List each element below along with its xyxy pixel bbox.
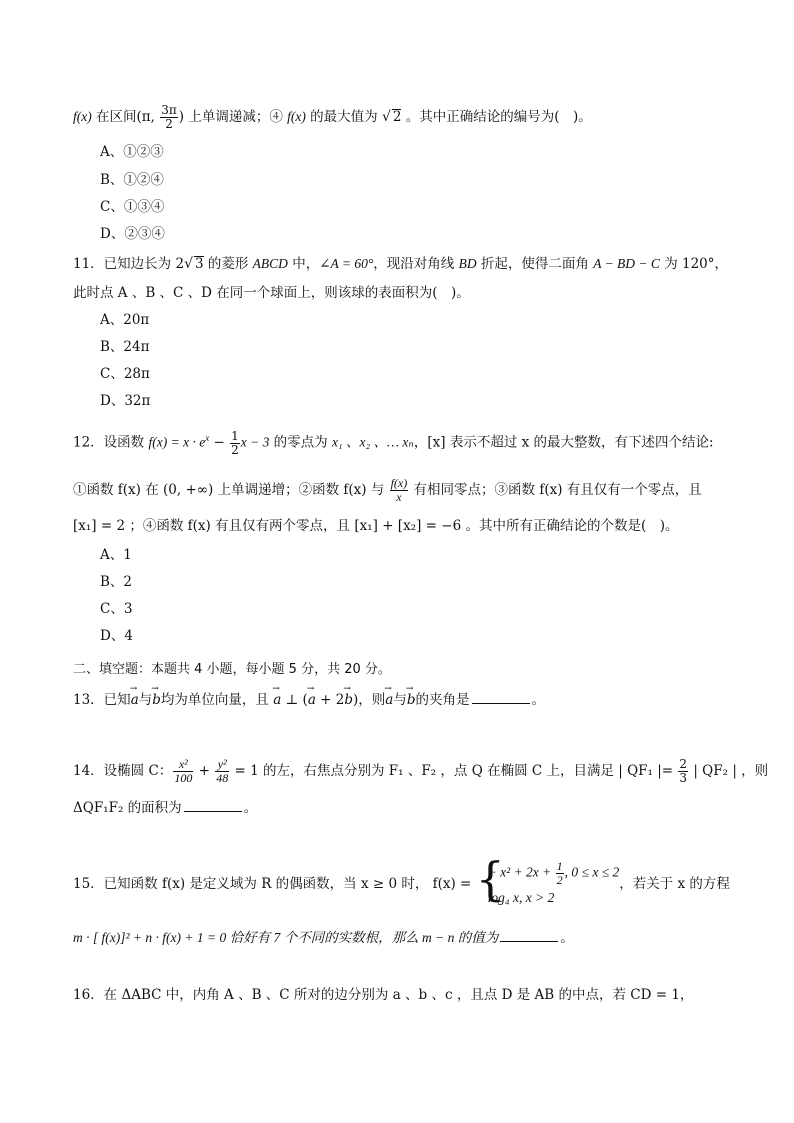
- q10-continuation: [73, 104, 744, 131]
- vector-b: → b: [407, 690, 416, 710]
- q15-line2: [73, 928, 744, 948]
- q13-text: )，则: [353, 692, 386, 708]
- q11-text: 中，: [287, 256, 320, 272]
- q11-text: 11．已知边长为 2: [73, 256, 185, 272]
- q10-fx: f(x): [73, 109, 92, 124]
- q15-case-text: , 0 ≤ x ≤ 2: [564, 864, 620, 880]
- answer-blank[interactable]: [500, 928, 558, 942]
- answer-blank[interactable]: [472, 690, 530, 704]
- q11-angle: ∠A = 60°: [319, 256, 374, 271]
- q13-stem: [73, 690, 744, 710]
- q12-exponent: x: [205, 433, 210, 443]
- q15-piecewise: [475, 852, 620, 909]
- q14-frac-num: x²: [173, 758, 193, 772]
- q12-line2-fraction: [390, 477, 409, 504]
- q15-case-text: − x² + 2x +: [487, 864, 555, 880]
- q15-fraction: [556, 860, 564, 887]
- q14-line2: [73, 798, 744, 818]
- q14-stem: [73, 757, 769, 785]
- vector-a: → a: [385, 690, 393, 710]
- q12-line2-frac-num: f(x): [390, 476, 408, 490]
- q15-text: 15．已知函数 f(x) 是定义域为 R 的偶函数，当 x ≥ 0 时， f(x) =: [73, 876, 476, 892]
- q15-text: m · [ f(x)]² + n · f(x) + 1 = 0 恰好有 7 个不同的实数根，那么 m − n 的值为: [73, 930, 499, 945]
- q11-option-d: D、32π: [100, 393, 151, 409]
- q10-option-a: A、①②③: [100, 144, 164, 160]
- q11-text: 折起，使得二面角: [476, 256, 594, 272]
- q10-frac-num: 3π: [161, 103, 177, 117]
- q12-function-rest: x − 3: [240, 434, 270, 450]
- q11-text: ，现沿对角线: [373, 256, 459, 272]
- q13-text: 13．已知: [73, 692, 131, 708]
- q12-option-c: C、3: [100, 601, 133, 617]
- q11-dihedral: A − BD − C: [593, 256, 660, 271]
- q10-text: ) 上单调递减；④: [178, 109, 288, 125]
- q10-fraction: [160, 104, 178, 131]
- q12-text: 的零点为: [269, 434, 332, 451]
- vector-b: → b: [344, 690, 353, 710]
- q14-frac-den: 48: [216, 771, 229, 785]
- q15-frac-den: 2: [556, 873, 563, 887]
- q14-plus: +: [194, 763, 215, 779]
- q10-text: 。其中正确结论的编号为( )。: [401, 109, 592, 125]
- q10-frac-den: 2: [165, 117, 173, 131]
- q14-frac-den: 100: [174, 771, 193, 785]
- q13-text: 的夹角是: [415, 692, 470, 708]
- q14-text: = 1 的左，右焦点分别为 F₁ 、F₂ ，点 Q 在椭圆 C 上，目满足 | QF₁ |=: [230, 763, 678, 779]
- q13-text: ⊥ (: [281, 692, 308, 708]
- q12-text: 有相同零点；③函数 f(x) 有且仅有一个零点，且: [409, 482, 702, 498]
- q13-text: 。: [531, 692, 546, 708]
- q12-minus: −: [209, 434, 230, 451]
- q10-sqrt-value: 2: [392, 109, 402, 125]
- q12-option-b: B、2: [100, 574, 133, 590]
- vector-b: → b: [152, 690, 161, 710]
- q14-frac-den: 3: [679, 771, 688, 785]
- q11-option-b: B、24π: [100, 339, 150, 355]
- vector-a: → a: [273, 690, 281, 710]
- q11-rhombus: ABCD: [252, 256, 288, 271]
- vector-a: → a: [308, 690, 316, 710]
- q12-zeros: x₁ 、x₂ 、… xₙ: [331, 434, 414, 450]
- q12-stem: [73, 428, 744, 457]
- q12-line2: [73, 477, 744, 504]
- left-brace: {: [475, 852, 505, 906]
- q14-frac-num: 2: [679, 757, 688, 771]
- q10-option-b: B、①②④: [100, 172, 164, 188]
- q15-text: 。: [560, 930, 574, 946]
- q14-fraction-y: [215, 758, 229, 785]
- sqrt-symbol: √: [381, 109, 391, 125]
- q11-option-a: A、20π: [100, 312, 150, 328]
- q12-frac-den: 2: [231, 442, 239, 457]
- q12-option-d: D、4: [100, 628, 133, 644]
- q10-option-d: D、②③④: [100, 226, 165, 242]
- q10-fx: f(x): [287, 109, 306, 124]
- q14-text: ΔQF₁F₂ 的面积为: [73, 800, 182, 816]
- q14-fraction-ratio: [678, 758, 688, 785]
- q12-frac-num: 1: [231, 428, 239, 443]
- q12-text: ①函数 f(x) 在 (0, +∞) 上单调递增；②函数 f(x) 与: [73, 482, 389, 498]
- q11-line2: 此时点 A 、B 、C 、D 在同一个球面上，则该球的表面积为( )。: [73, 285, 470, 301]
- q10-text: 的最大值为: [305, 109, 382, 125]
- q11-diagonal: BD: [458, 256, 477, 271]
- vector-a: → a: [131, 690, 139, 710]
- q13-text: 均为单位向量，且: [160, 692, 274, 708]
- q16-stem: 16．在 ΔABC 中，内角 A 、B 、C 所对的边分别为 a 、b 、c ，且点 D 是 AB 的中点，若 CD = 1，: [73, 987, 694, 1003]
- q15-case-1: [488, 860, 620, 887]
- answer-blank[interactable]: [184, 798, 242, 812]
- q11-text: 的菱形: [203, 256, 253, 272]
- section-heading: 二、填空题：本题共 4 小题，每小题 5 分，共 20 分。: [73, 662, 391, 677]
- q11-option-c: C、28π: [100, 366, 150, 382]
- q14-frac-num: y²: [215, 758, 229, 772]
- q14-text: | QF₂ | ，则: [689, 763, 769, 779]
- q15-frac-num: 1: [556, 859, 563, 873]
- q13-text: 与: [393, 692, 407, 708]
- q12-option-a: A、1: [100, 547, 132, 563]
- q12-line3: [x₁] = 2 ；④函数 f(x) 有且仅有两个零点，且 [x₁] + [x₂] = −6 。其中所有正确结论的个数是( )。: [73, 518, 679, 534]
- q15-case-2: log₄ x, x > 2: [487, 890, 555, 905]
- q11-sqrt-value: 3: [194, 256, 204, 272]
- q15-stem: [73, 852, 744, 909]
- q14-text: 。: [243, 800, 258, 816]
- q10-text: 在区间(π,: [91, 109, 160, 125]
- q12-function: f(x) = x · e: [148, 434, 206, 450]
- q12-line2-frac-den: x: [396, 490, 402, 504]
- q13-text: + 2: [315, 692, 345, 708]
- q14-fraction-x: [173, 758, 193, 785]
- q12-fraction: [230, 430, 240, 457]
- q15-text: ，若关于 x 的方程: [619, 876, 730, 892]
- sqrt-symbol: √: [184, 256, 193, 272]
- q10-option-c: C、①③④: [100, 199, 165, 215]
- q12-text: ，[x] 表示不超过 x 的最大整数，有下述四个结论:: [413, 434, 714, 451]
- q11-stem: [73, 254, 744, 274]
- q13-text: 与: [138, 692, 153, 708]
- q11-text: 为 120°，: [659, 256, 729, 272]
- q14-text: 14．设椭圆 C：: [73, 763, 173, 779]
- q12-text: 12．设函数: [73, 434, 149, 451]
